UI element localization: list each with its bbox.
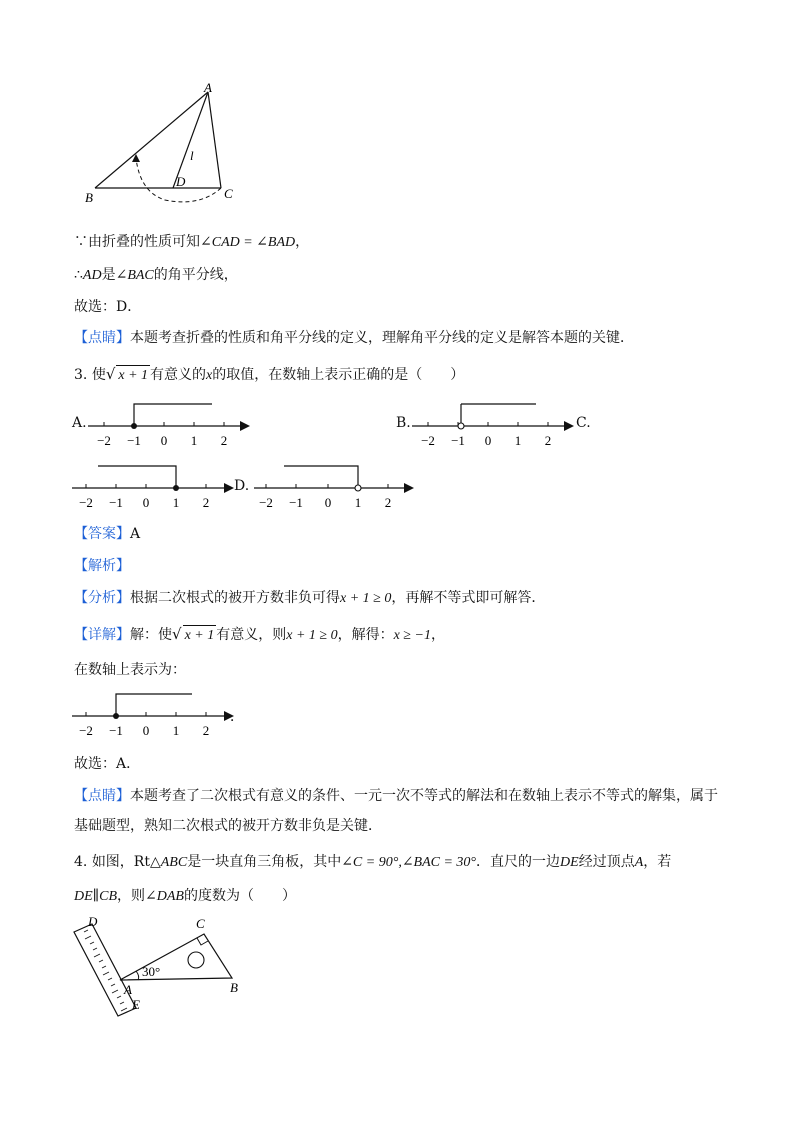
option-d-numberline: [254, 460, 424, 512]
tick-label: −1: [289, 495, 303, 510]
q2-therefore-end: 的角平分线，: [153, 267, 238, 283]
label-a: A: [204, 82, 212, 95]
arrow-icon: [564, 421, 574, 431]
q3-comment-line1: [74, 786, 718, 806]
q4-stem1-end: ，若: [643, 854, 672, 870]
option-d-label: D.: [234, 478, 250, 494]
q2-comment-line: [74, 328, 634, 348]
q3-detail-tag: 【详解】: [74, 627, 130, 643]
q3-detail-radicand: x + 1: [183, 625, 217, 646]
q2-therefore-mid: 是: [101, 267, 116, 283]
q3-answer: A: [130, 526, 141, 542]
q2-comment: 本题考查折叠的性质和角平分线的定义，理解角平分线的定义是解答本题的关键．: [130, 330, 634, 346]
tick-label: 0: [484, 433, 492, 448]
tick-label: 2: [202, 723, 210, 738]
label-b: B: [230, 980, 238, 995]
solid-dot: [113, 713, 119, 719]
sqrt-sign-icon: √: [172, 625, 182, 643]
tick-label: 0: [142, 495, 150, 510]
tick-label: −2: [421, 433, 435, 448]
q2-therefore-line: [74, 265, 238, 286]
option-a-label: A.: [72, 415, 87, 431]
tick-label: 1: [172, 723, 180, 738]
tick-label: 1: [190, 433, 198, 448]
q4-stem1-mid2: ．直尺的一边: [476, 854, 561, 870]
q2-because-line: [74, 232, 309, 253]
option-c-numberline: [72, 460, 242, 512]
q4-stem-line1: [74, 852, 671, 873]
q3-comment-tag: 【点睛】: [74, 788, 130, 804]
option-a-numberline: [88, 398, 258, 450]
q3-stem: [74, 364, 464, 386]
tick-label: 0: [160, 433, 168, 448]
q3-fenxi-tag: 【分析】: [74, 590, 130, 606]
q3-stem-mid: 有意义的: [150, 367, 207, 383]
q4-abc: ABC: [160, 855, 188, 870]
tick-label: −1: [127, 433, 141, 448]
q4-stem1-mid3: 经过顶点: [578, 854, 635, 870]
sqrt-sign-icon: √: [105, 365, 116, 383]
q3-detail-result: x ≥ −1: [393, 628, 431, 643]
q3-detail-end: ，: [430, 627, 445, 643]
ruler: [74, 924, 136, 1016]
q4-stem1-mid: 是一块直角三角板，其中: [187, 854, 342, 870]
set-square: [120, 934, 232, 980]
tick-label: −1: [451, 433, 465, 448]
q2-therefore-ad: AD: [82, 268, 102, 283]
tick-label: −2: [79, 495, 93, 510]
side-ac: [208, 92, 221, 188]
option-c-label: C.: [576, 415, 591, 431]
q3-detail-solve: ，解得：: [337, 627, 394, 643]
hollow-dot: [458, 423, 464, 429]
ruler-triangle-figure: [66, 912, 256, 1020]
q3-fenxi-pre: 根据二次根式的被开方数非负可得: [130, 590, 340, 606]
q4-number: 4.: [74, 854, 88, 870]
tick-label: 1: [354, 495, 362, 510]
q4-stem1-pre: 如图，Rt△: [91, 854, 161, 870]
q3-fenxi-line: [74, 588, 545, 609]
tick-label: −2: [79, 723, 93, 738]
label-l: l: [190, 148, 194, 163]
label-b: B: [85, 190, 93, 205]
solid-dot: [173, 485, 179, 491]
q3-fenxi-post: ，再解不等式即可解答．: [391, 590, 546, 606]
q3-fenxi-math: x + 1 ≥ 0: [340, 591, 392, 606]
q4-angle-dab: ∠DAB: [145, 889, 184, 904]
q2-because-end: ，: [295, 234, 310, 250]
label-angle: 30°: [142, 964, 161, 979]
q3-radicand: x + 1: [116, 365, 150, 386]
q2-therefore: ∴: [74, 267, 83, 283]
arrow-icon: [224, 483, 234, 493]
option-b-label: B.: [396, 415, 411, 431]
q3-stem-x: x: [206, 368, 213, 383]
label-a: A: [124, 982, 132, 997]
q3-number: 3.: [74, 367, 88, 383]
solid-dot: [131, 423, 137, 429]
q3-comment2: 基础题型，熟知二次根式的被开方数非负是关键．: [74, 818, 382, 834]
tick-label: 1: [172, 495, 180, 510]
q4-parallel: DE∥CB: [74, 889, 118, 904]
tick-label: 2: [544, 433, 552, 448]
q3-choose: 故选：A．: [74, 756, 141, 772]
tick-label: 2: [202, 495, 210, 510]
tick-label: 0: [142, 723, 150, 738]
q2-because: ∵由折叠的性质可知: [74, 234, 200, 250]
q3-detail-pre: 解：使: [130, 627, 172, 643]
label-d: D: [176, 174, 186, 189]
option-b-numberline: [412, 398, 582, 450]
q3-stem-pre: 使: [91, 367, 106, 383]
q3-answer-tag: 【答案】: [74, 526, 130, 542]
q3-stem-post: 的取值，在数轴上表示正确的是（ ）: [212, 367, 465, 383]
tick-label: −1: [109, 495, 123, 510]
q4-stem-line2: [74, 886, 296, 907]
tick-label: 2: [384, 495, 392, 510]
label-c: C: [224, 186, 233, 201]
q3-numberline-text: 在数轴上表示为：: [74, 662, 186, 678]
label-e: E: [132, 997, 140, 1012]
tick-label: 0: [324, 495, 332, 510]
tick-label: −2: [97, 433, 111, 448]
solution-numberline: [72, 688, 242, 740]
q4-de: DE: [560, 855, 579, 870]
arrow-icon: [240, 421, 250, 431]
q4-stem2-mid: ，则: [117, 888, 146, 904]
q3-answer-line: [74, 524, 140, 544]
q4-angles: ∠C = 90°,∠BAC = 30°: [341, 855, 477, 870]
q3-comment1: 本题考查了二次根式有意义的条件、一元一次不等式的解法和在数轴上表示不等式的解集，属于: [130, 788, 718, 804]
q2-therefore-bac: ∠BAC: [115, 268, 154, 283]
q4-stem2-end: 的度数为（ ）: [183, 888, 296, 904]
fold-triangle-figure: [80, 82, 250, 210]
q3-detail-mid: 有意义，则: [216, 627, 287, 643]
q2-comment-tag: 【点睛】: [74, 330, 130, 346]
arrow-icon: [404, 483, 414, 493]
q3-detail-line: [74, 624, 445, 646]
q4-a: A: [634, 855, 644, 870]
tick-label: −2: [259, 495, 273, 510]
tick-label: 1: [514, 433, 522, 448]
q3-detail-math: x + 1 ≥ 0: [286, 628, 338, 643]
solution-period: ．: [230, 709, 244, 725]
hollow-dot: [355, 485, 361, 491]
tick-label: 2: [220, 433, 228, 448]
tick-label: −1: [109, 723, 123, 738]
label-d: D: [88, 914, 98, 929]
q3-analysis-tag: 【解析】: [74, 558, 130, 574]
q2-because-math: ∠CAD = ∠BAD: [200, 235, 296, 250]
q2-choose: 故选：D．: [74, 299, 142, 315]
label-c: C: [196, 916, 205, 931]
